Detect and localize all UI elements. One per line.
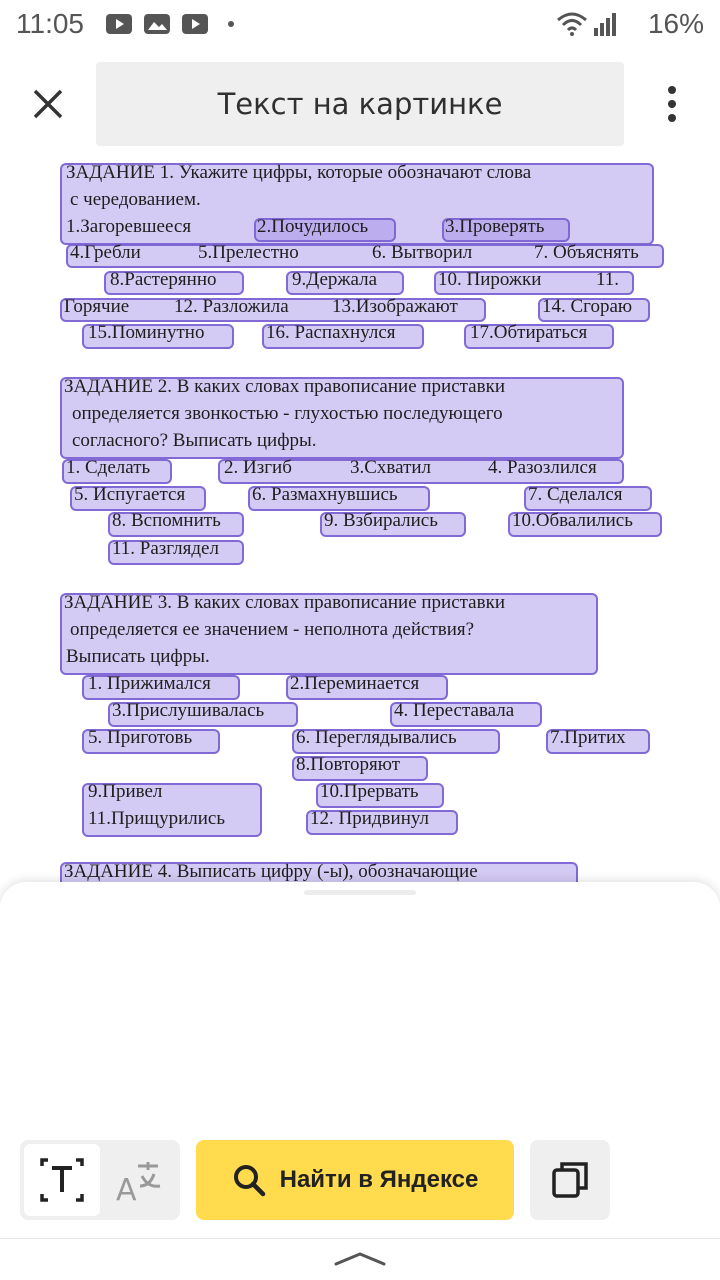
task3-line3: Выписать цифры.: [66, 646, 210, 667]
task2-word: 4. Разозлился: [488, 457, 597, 478]
task1-word: 16. Распахнулся: [266, 322, 396, 343]
status-bar: [0, 0, 720, 52]
task2-line1: ЗАДАНИЕ 2. В каких словах правописание приставки: [64, 376, 505, 397]
task3-word: 6. Переглядывались: [296, 727, 457, 748]
bottom-sheet: [0, 882, 720, 1280]
task1-word: Горячие: [64, 296, 130, 317]
task1-line1: ЗАДАНИЕ 1. Укажите цифры, которые обозначают слова: [66, 162, 532, 183]
task2-word: 2. Изгиб: [224, 457, 292, 478]
task1-line2: с чередованием.: [70, 189, 201, 210]
bottom-divider: [0, 1238, 720, 1239]
signal-icon: [592, 12, 618, 36]
task1-word: 8.Растерянно: [110, 269, 217, 290]
more-notifications-dot-icon: [228, 21, 234, 27]
task3-word: 1. Прижимался: [88, 673, 211, 694]
task4-line1: ЗАДАНИЕ 4. Выписать цифру (-ы), обозначающие: [64, 861, 478, 882]
copy-button[interactable]: [530, 1140, 610, 1220]
task1-word: 10. Пирожки: [438, 269, 542, 290]
task2-word: 3.Схватил: [350, 457, 432, 478]
wifi-icon: [556, 10, 588, 38]
search-icon: [232, 1163, 266, 1197]
gallery-notification-icon: [144, 14, 170, 34]
task3-line1: ЗАДАНИЕ 3. В каких словах правописание приставки: [64, 592, 505, 613]
task1-word: 2.Почудилось: [257, 216, 369, 237]
translate-icon: [104, 1144, 176, 1216]
task1-word: 11.: [596, 269, 620, 290]
more-vert-icon[interactable]: [664, 84, 680, 124]
task3-word: 4. Переставала: [394, 700, 515, 721]
task1-word: 3.Проверять: [445, 216, 545, 237]
recognized-image: [0, 160, 720, 890]
task3-word: 8.Повторяют: [296, 754, 401, 775]
translate-mode-button[interactable]: [104, 1144, 176, 1216]
search-yandex-label: Найти в Яндексе: [279, 1166, 479, 1193]
task3-word: 3.Прислушивалась: [112, 700, 265, 721]
task3-word: 7.Притих: [550, 727, 626, 748]
task3-word: 2.Переминается: [290, 673, 420, 694]
task3-word: 9.Привел: [88, 781, 163, 802]
task1-word: 12. Разложила: [174, 296, 289, 317]
status-time: 11:05: [16, 8, 84, 39]
task1-word: 17.Обтираться: [470, 322, 588, 343]
search-yandex-button[interactable]: [196, 1140, 514, 1220]
task3-word: 11.Прищурились: [88, 808, 225, 829]
task3-word: 5. Приготовь: [88, 727, 193, 748]
task2-word: 7. Сделался: [528, 484, 623, 505]
chevron-up-icon[interactable]: [330, 1248, 390, 1268]
text-mode-button[interactable]: [24, 1144, 100, 1216]
task1-word: 4.Гребли: [70, 242, 141, 263]
task2-word: 10.Обвалились: [512, 510, 633, 531]
close-icon[interactable]: [30, 86, 66, 122]
task1-word: 7. Объяснять: [534, 242, 639, 263]
youtube-notification-icon-2: [182, 14, 208, 34]
task1-word: 9.Держала: [292, 269, 378, 290]
task1-word: 6. Вытворил: [372, 242, 473, 263]
task2-word: 9. Взбирались: [324, 510, 438, 531]
text-select-icon: [24, 1144, 100, 1216]
task1-word: 13.Изображают: [332, 296, 458, 317]
task2-line2: определяется звонкостью - глухостью последующего: [72, 403, 503, 424]
copy-icon: [530, 1140, 610, 1220]
task1-word: 14. Сгораю: [542, 296, 633, 317]
task1-word: 5.Прелестно: [198, 242, 299, 263]
youtube-notification-icon: [106, 14, 132, 34]
task1-word: 1.Загоревшееся: [66, 216, 192, 237]
battery-level: 16%: [647, 8, 704, 39]
task3-word: 10.Прервать: [320, 781, 419, 802]
task2-word: 5. Испугается: [74, 484, 186, 505]
task2-word: 11. Разглядел: [112, 538, 219, 559]
task2-word: 1. Сделать: [66, 457, 151, 478]
task3-line2: определяется ее значением - неполнота действия?: [70, 619, 475, 640]
task3-word: 12. Придвинул: [310, 808, 430, 829]
task2-word: 8. Вспомнить: [112, 510, 221, 531]
task2-word: 6. Размахнувшись: [252, 484, 398, 505]
sheet-drag-handle[interactable]: [304, 890, 416, 895]
page-title: Текст на картинке: [96, 62, 624, 146]
task2-line3: согласного? Выписать цифры.: [72, 430, 317, 451]
svg-text:A: A: [116, 1173, 137, 1208]
task1-word: 15.Поминутно: [88, 322, 205, 343]
